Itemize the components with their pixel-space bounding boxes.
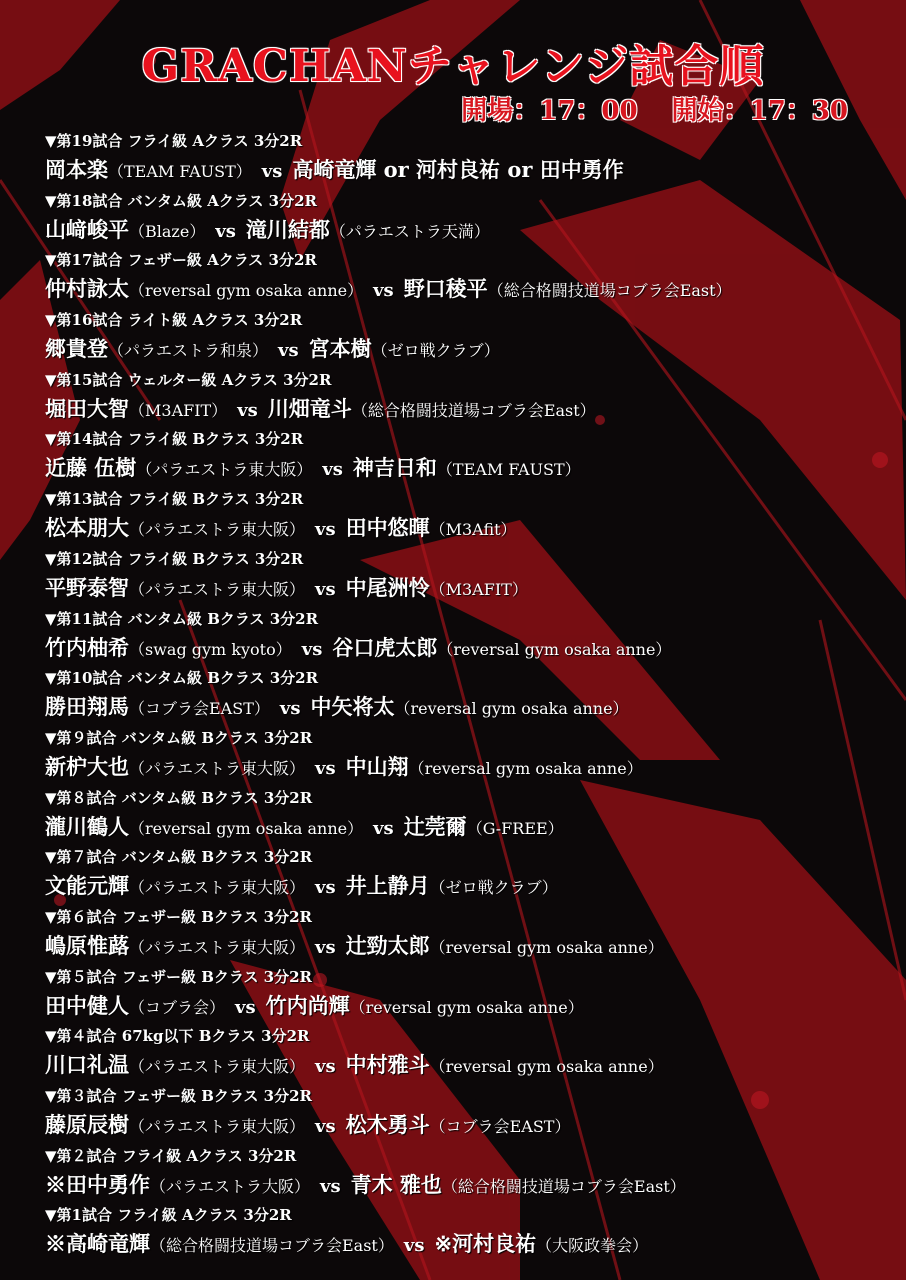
match-item (45, 309, 895, 369)
fighter-1-name: 藤原辰樹 (45, 1112, 129, 1137)
match-fighters (45, 331, 895, 367)
fighter-1-name: 勝田翔馬 (45, 694, 129, 720)
fighter-1-team: （総合格闘技道場コブラ会East） (150, 1236, 394, 1256)
match-fighters (45, 450, 895, 486)
fighter-2-name: 高崎竜輝 or 河村良祐 or 田中勇作 (292, 157, 624, 182)
match-header: ▼第９試合 バンタム級 Bクラス 3分2R (45, 728, 313, 747)
match-fighters (45, 630, 895, 666)
page-title: GRACHANチャレンジ試合順 (141, 41, 765, 92)
vs-label: vs (315, 578, 336, 600)
vs-label: vs (235, 996, 256, 1018)
match-header: ▼第５試合 フェザー級 Bクラス 3分2R (45, 967, 313, 986)
vs-label: vs (320, 1175, 341, 1197)
fighter-2-name: 竹内尚輝 (265, 992, 350, 1018)
vs-label: vs (315, 519, 336, 541)
fighter-2-name: 宮本樹 (308, 336, 372, 362)
fighter-1-team: （パラエストラ東大阪） (136, 460, 313, 480)
match-fighters (45, 391, 895, 427)
vs-label: vs (237, 399, 258, 421)
fighter-1-name: 文能元輝 (45, 873, 129, 899)
fighter-1-team: （パラエストラ東大阪） (129, 878, 306, 898)
fighter-1-team: （パラエストラ和泉） (108, 341, 269, 361)
fighter-2-name: 田中悠暉 (345, 515, 430, 541)
match-header: ▼第18試合 バンタム級 Aクラス 3分2R (45, 191, 318, 210)
match-fighters (45, 271, 895, 307)
fighter-2-name: 滝川結都 (245, 216, 330, 242)
fighter-1-team: （コブラ会） (129, 997, 226, 1017)
fighter-2-team: （G-FREE） (466, 818, 564, 838)
match-item (45, 906, 895, 966)
match-fighters (45, 928, 895, 964)
vs-label: vs (403, 1235, 425, 1257)
fighter-2-name: 辻勁太郎 (345, 932, 430, 958)
fighter-2-name: ※河村良祐 (434, 1231, 537, 1257)
vs-label: vs (373, 817, 394, 839)
fighter-2-team: （M3Afit） (429, 520, 517, 540)
fighter-2-team: （reversal gym osaka anne） (437, 639, 672, 659)
fighter-1-name: 仲村詠太 (45, 276, 129, 302)
vs-label: vs (322, 459, 343, 481)
match-fighters (45, 749, 895, 785)
fighter-2-team: （ゼロ戦クラブ） (429, 878, 558, 898)
match-header: ▼第16試合 ライト級 Aクラス 3分2R (45, 311, 303, 330)
match-fighters (45, 212, 895, 248)
event-times (461, 90, 848, 127)
match-item (45, 1204, 895, 1264)
fighter-2-name: 中矢将太 (310, 694, 395, 720)
doors-open-time: 開場：17：00 (461, 96, 638, 126)
start-time: 開始：17：30 (671, 96, 848, 126)
fighter-2-name: 野口稜平 (403, 276, 488, 302)
match-fighters (45, 570, 895, 606)
fighter-1-name: 田中健人 (45, 992, 129, 1018)
fighter-2-team: （TEAM FAUST） (436, 460, 581, 480)
match-header: ▼第17試合 フェザー級 Aクラス 3分2R (45, 251, 317, 270)
match-item (45, 1025, 895, 1085)
vs-label: vs (315, 1056, 336, 1078)
fighter-2-name: 中村雅斗 (345, 1052, 430, 1078)
match-fighters (45, 868, 895, 904)
match-header: ▼第２試合 フライ級 Aクラス 3分2R (45, 1146, 297, 1165)
match-item (45, 1145, 895, 1205)
fighter-2-name: 神吉日和 (352, 455, 437, 481)
match-item (45, 727, 895, 787)
fighter-1-team: （パラエストラ東大阪） (129, 758, 306, 778)
vs-label: vs (261, 161, 283, 182)
match-item (45, 966, 895, 1026)
match-header: ▼第８試合 バンタム級 Bクラス 3分2R (45, 788, 313, 807)
vs-label: vs (315, 936, 336, 958)
fighter-2-team: （reversal gym osaka anne） (394, 699, 629, 719)
match-fighters (45, 1107, 895, 1143)
match-fighters (45, 988, 895, 1024)
fighter-1-name: 松本朋大 (45, 515, 129, 541)
match-fighters (45, 1167, 895, 1203)
vs-label: vs (315, 877, 336, 899)
fighter-1-team: （reversal gym osaka anne） (129, 281, 364, 301)
fighter-2-name: 川畑竜斗 (267, 395, 352, 421)
match-item (45, 249, 895, 309)
fighter-2-team: （reversal gym osaka anne） (429, 937, 664, 957)
match-header: ▼第６試合 フェザー級 Bクラス 3分2R (45, 907, 313, 926)
fighter-2-team: （コブラ会EAST） (429, 1117, 571, 1136)
fighter-1-team: （パラエストラ東大阪） (129, 1057, 306, 1077)
fighter-1-name: ※田中勇作 (45, 1171, 150, 1197)
match-header: ▼第14試合 フライ級 Bクラス 3分2R (45, 430, 304, 449)
fighter-1-team: （reversal gym osaka anne） (129, 818, 364, 838)
fighter-2-team: （総合格闘技道場コブラ会East） (351, 400, 596, 420)
fighter-2-name: 谷口虎太郎 (332, 634, 438, 660)
match-fighters (45, 809, 895, 845)
vs-label: vs (315, 757, 336, 779)
vs-label: vs (278, 340, 299, 362)
match-item (45, 1085, 895, 1145)
match-item (45, 488, 895, 548)
match-header: ▼第３試合 フェザー級 Bクラス 3分2R (45, 1087, 313, 1105)
match-header: ▼第４試合 67kg以下 Bクラス 3分2R (45, 1027, 310, 1046)
fighter-2-team: （reversal gym osaka anne） (408, 758, 643, 778)
match-item (45, 846, 895, 906)
fighter-1-team: （コブラ会EAST） (129, 699, 270, 719)
fighter-2-name: 辻莞爾 (403, 813, 467, 839)
match-item (45, 428, 895, 488)
match-header: ▼第７試合 バンタム級 Bクラス 3分2R (45, 848, 313, 867)
match-item (45, 787, 895, 847)
match-fighters (45, 1047, 895, 1083)
match-item (45, 190, 895, 250)
fighter-1-name: 竹内柚希 (45, 634, 129, 660)
fighter-1-team: （TEAM FAUST） (108, 162, 252, 181)
match-header: ▼第11試合 バンタム級 Bクラス 3分2R (45, 609, 319, 628)
match-header: ▼第12試合 フライ級 Bクラス 3分2R (45, 549, 304, 568)
fighter-2-team: （ゼロ戦クラブ） (371, 341, 500, 361)
match-header: ▼第10試合 バンタム級 Bクラス 3分2R (45, 669, 319, 688)
vs-label: vs (301, 638, 323, 660)
vs-label: vs (215, 220, 236, 242)
fighter-1-name: 瀧川鶴人 (45, 813, 129, 839)
match-item (45, 608, 895, 668)
fighter-1-name: 近藤 伍樹 (45, 455, 137, 481)
match-fighters (45, 510, 895, 546)
match-fighters (45, 689, 895, 725)
fighter-1-team: （M3AFIT） (129, 400, 228, 420)
match-item (45, 548, 895, 608)
fighter-1-name: 平野泰智 (45, 574, 129, 600)
fighter-2-name: 中山翔 (345, 753, 409, 779)
vs-label: vs (373, 280, 394, 302)
match-list (45, 130, 895, 1264)
match-item (45, 667, 895, 727)
fighter-2-team: （reversal gym osaka anne） (349, 997, 584, 1017)
fighter-1-team: （swag gym kyoto） (129, 639, 292, 659)
fighter-1-team: （パラエストラ東大阪） (129, 520, 306, 540)
fighter-2-name: 井上静月 (345, 873, 430, 899)
fighter-1-team: （パラエストラ東大阪） (129, 579, 306, 599)
fighter-1-name: 嶋原惟蕗 (45, 932, 129, 958)
fighter-2-name: 中尾洲怜 (345, 574, 430, 600)
vs-label: vs (279, 698, 301, 720)
fighter-2-team: （総合格闘技道場コブラ会East） (441, 1176, 686, 1196)
match-header: ▼第1試合 フライ級 Aクラス 3分2R (45, 1206, 292, 1225)
vs-label: vs (315, 1116, 336, 1137)
match-header: ▼第19試合 フライ級 Aクラス 3分2R (45, 132, 303, 150)
match-fighters (45, 152, 895, 188)
fighter-1-name: 郷貴登 (45, 336, 108, 362)
fighter-1-name: 山﨑峻平 (45, 216, 129, 242)
fighter-1-name: ※高崎竜輝 (45, 1231, 150, 1257)
match-item (45, 369, 895, 429)
match-header: ▼第15試合 ウェルター級 Aクラス 3分2R (45, 370, 332, 389)
fighter-1-team: （パラエストラ大阪） (150, 1176, 311, 1196)
fighter-2-team: （M3AFIT） (429, 579, 528, 599)
fighter-1-team: （Blaze） (129, 221, 206, 241)
fighter-1-name: 堀田大智 (45, 395, 129, 421)
match-fighters (45, 1226, 895, 1262)
fighter-2-team: （総合格闘技道場コブラ会East） (487, 281, 732, 301)
match-header: ▼第13試合 フライ級 Bクラス 3分2R (45, 490, 304, 509)
fighter-1-name: 川口礼温 (45, 1052, 129, 1078)
fighter-1-name: 岡本楽 (45, 157, 108, 182)
fighter-2-team: （大阪政拳会） (536, 1236, 649, 1256)
match-item (45, 130, 895, 190)
fighter-1-team: （パラエストラ東大阪） (129, 1117, 306, 1136)
fighter-2-name: 青木 雅也 (350, 1171, 442, 1197)
fighter-2-team: （パラエストラ天満） (329, 221, 490, 241)
fighter-2-team: （reversal gym osaka anne） (429, 1057, 664, 1077)
fighter-2-name: 松木勇斗 (345, 1112, 430, 1137)
fighter-1-team: （パラエストラ東大阪） (129, 937, 306, 957)
fighter-1-name: 新枦大也 (45, 753, 129, 779)
